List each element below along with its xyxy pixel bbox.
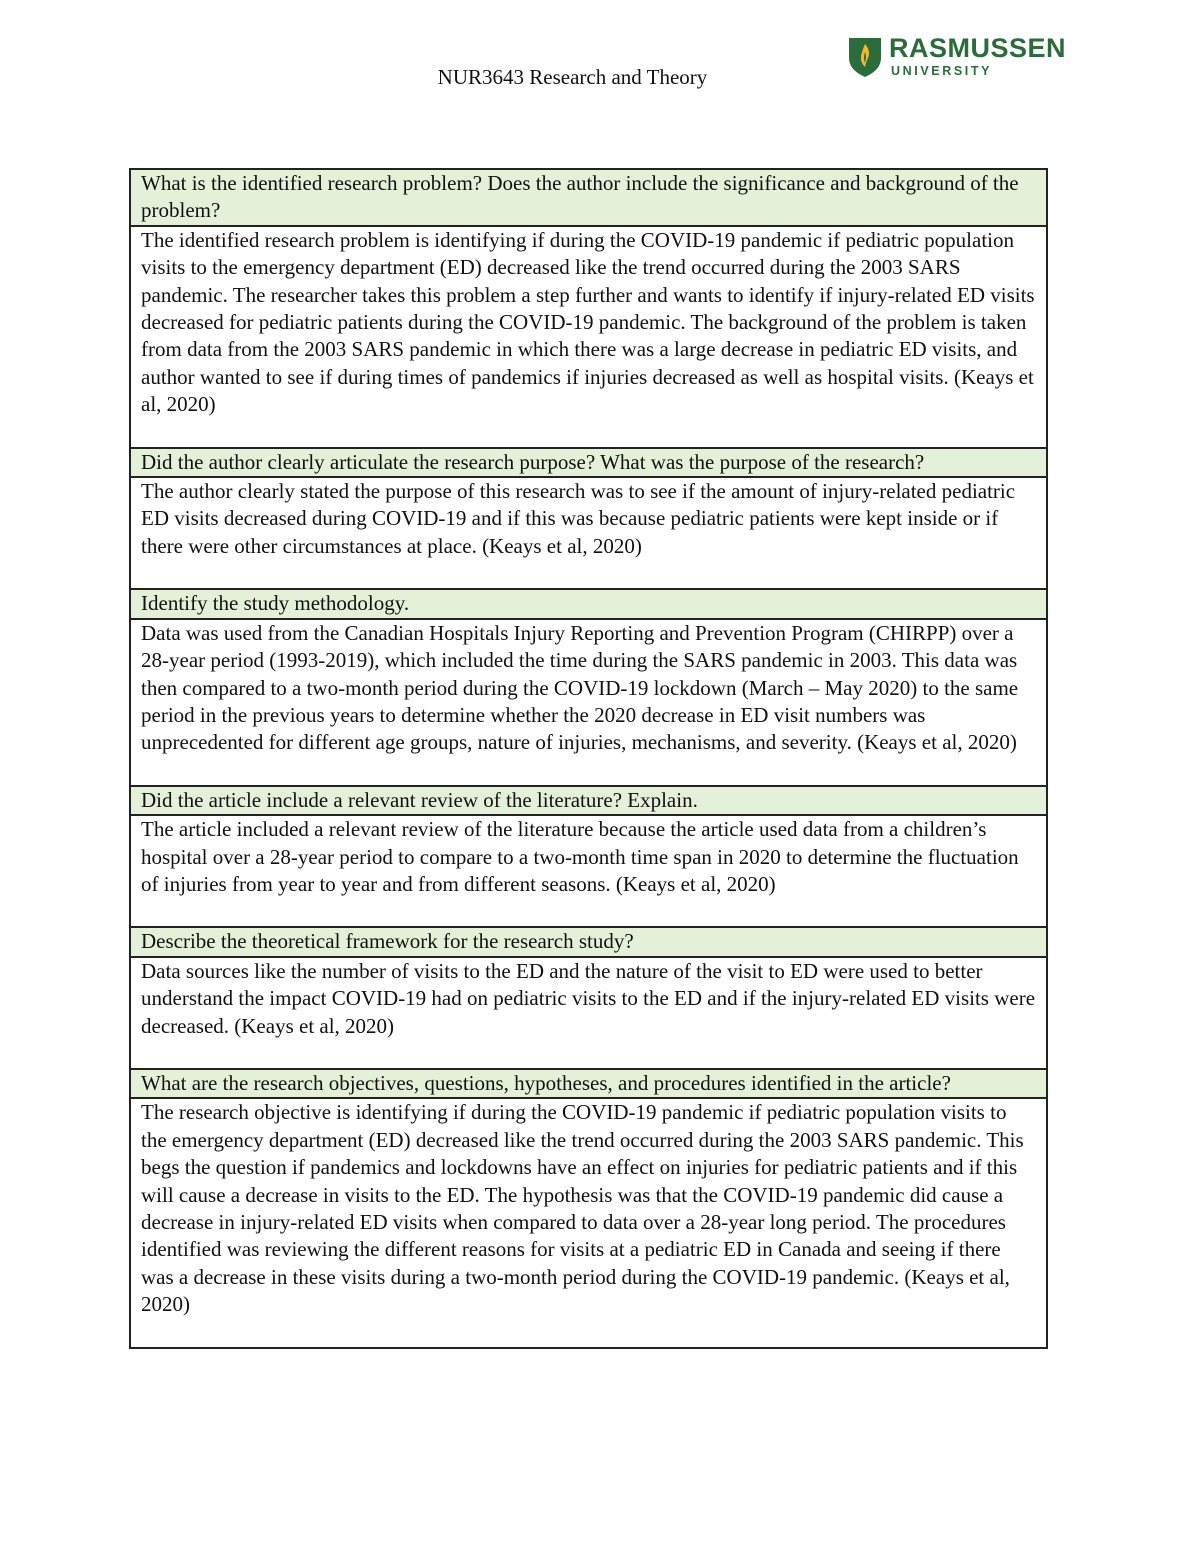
question-row	[130, 589, 1047, 618]
answer-row	[130, 815, 1047, 927]
question-cell: Describe the theoretical framework for the research study?	[130, 927, 1047, 956]
answer-cell: The article included a relevant review of the literature because the article used data from a children’s hospital over a 28-year period to compare to a two-month time span in 2020 to determine the fluctuation of injuries from year to year and from different seasons. (Keays et al, 2020)	[130, 815, 1047, 927]
answer-row	[130, 1098, 1047, 1347]
answer-row	[130, 226, 1047, 448]
question-cell: Did the article include a relevant review of the literature? Explain.	[130, 786, 1047, 815]
answer-cell: The identified research problem is identifying if during the COVID-19 pandemic if pediatric population visits to the emergency department (ED) decreased like the trend occurred during the 2003 SARS pandemic. The researcher takes this problem a step further and wants to identify if injury-related ED visits decreased for pediatric patients during the COVID-19 pandemic. The background of the problem is taken from data from the 2003 SARS pandemic in which there was a large decrease in pediatric ED visits, and author wanted to see if during times of pandemics if injuries decreased as well as hospital visits. (Keays et al, 2020)	[130, 226, 1047, 448]
answer-row	[130, 619, 1047, 786]
question-cell: Did the author clearly articulate the research purpose? What was the purpose of the research?	[130, 448, 1047, 477]
answer-row	[130, 477, 1047, 589]
question-row	[130, 1069, 1047, 1098]
answer-cell: Data was used from the Canadian Hospitals Injury Reporting and Prevention Program (CHIRPP) over a 28-year period (1993-2019), which included the time during the SARS pandemic in 2003. This data was then compared to a two-month period during the COVID-19 lockdown (March – May 2020) to the same period in the previous years to determine whether the 2020 decrease in ED visit numbers was unprecedented for different age groups, nature of injuries, mechanisms, and severity. (Keays et al, 2020)	[130, 619, 1047, 786]
logo-subtitle: UNIVERSITY	[891, 64, 993, 78]
question-row	[130, 927, 1047, 956]
research-questions-table	[129, 168, 1048, 1349]
page-title: NUR3643 Research and Theory	[437, 65, 708, 89]
logo-name: RASMUSSEN	[889, 33, 1067, 63]
answer-row	[130, 957, 1047, 1069]
answer-cell: Data sources like the number of visits to the ED and the nature of the visit to ED were used to better understand the impact COVID-19 had on pediatric visits to the ED and if the injury-related ED visits were decreased. (Keays et al, 2020)	[130, 957, 1047, 1069]
question-row	[130, 786, 1047, 815]
logo-shield-icon	[847, 34, 883, 78]
university-logo	[847, 32, 1067, 82]
answer-cell: The research objective is identifying if during the COVID-19 pandemic if pediatric population visits to the emergency department (ED) decreased like the trend occurred during the 2003 SARS pandemic. This begs the question if pandemics and lockdowns have an effect on injuries for pediatric patients and if this will cause a decrease in visits to the ED. The hypothesis was that the COVID-19 pandemic did cause a decrease in injury-related ED visits when compared to data over a 28-year long period. The procedures identified was reviewing the different reasons for visits at a pediatric ED in Canada and seeing if there was a decrease in these visits during a two-month period during the COVID-19 pandemic. (Keays et al, 2020)	[130, 1098, 1047, 1347]
answer-cell: The author clearly stated the purpose of this research was to see if the amount of injury-related pediatric ED visits decreased during COVID-19 and if this was because pediatric patients were kept inside or if there were other circumstances at place. (Keays et al, 2020)	[130, 477, 1047, 589]
question-cell: Identify the study methodology.	[130, 589, 1047, 618]
question-row	[130, 169, 1047, 226]
question-cell: What are the research objectives, questions, hypotheses, and procedures identified in the article?	[130, 1069, 1047, 1098]
question-row	[130, 448, 1047, 477]
question-cell: What is the identified research problem? Does the author include the significance and background of the problem?	[130, 169, 1047, 226]
